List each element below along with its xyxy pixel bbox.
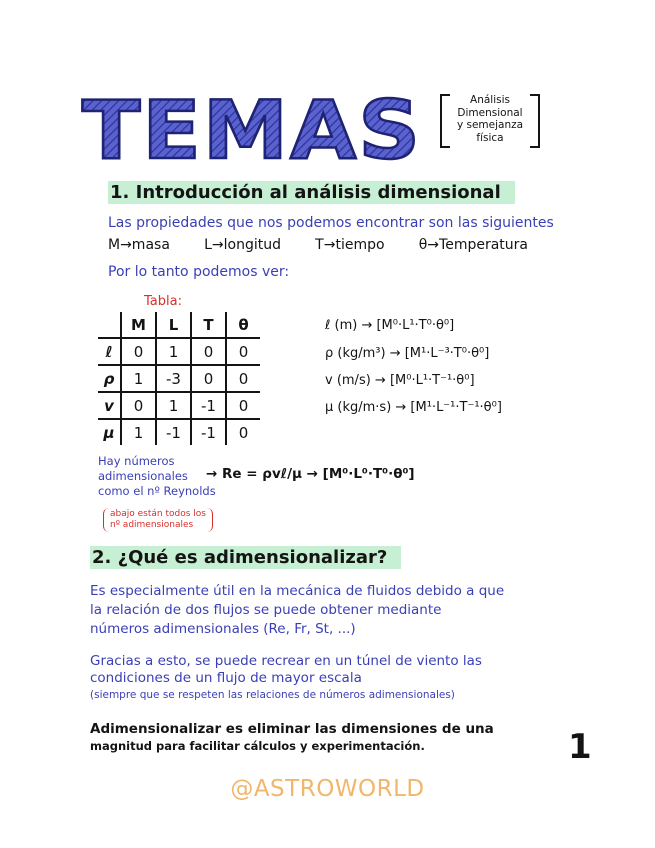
table-cell: v — [98, 392, 121, 419]
table-cell: 0 — [191, 365, 226, 392]
subtitle-line: y semejanza — [456, 119, 524, 131]
reynolds-footnote — [103, 508, 213, 532]
table-row — [98, 392, 260, 419]
paragraph-line: (siempre que se respeten las relaciones de números adimensionales) — [90, 689, 455, 701]
paragraph-line: Es especialmente útil en la mecánica de fluidos debido a que — [90, 583, 505, 599]
equation: μ (kg/m·s) → [M¹·L⁻¹·T⁻¹·θ⁰] — [325, 400, 502, 415]
table-row — [98, 338, 260, 365]
table-cell: 0 — [191, 338, 226, 365]
table-header-row — [98, 312, 260, 338]
paragraph-line: números adimensionales (Re, Fr, St, ...) — [90, 621, 356, 637]
bracket-right — [530, 94, 540, 148]
bracket-left — [440, 94, 450, 148]
section2-heading — [90, 547, 401, 568]
table-cell: 0 — [121, 392, 156, 419]
table-cell: 0 — [226, 338, 260, 365]
reynolds-note-line: Hay números — [98, 454, 175, 468]
page-title — [80, 96, 425, 164]
section2-paragraph-1 — [90, 582, 504, 639]
equation: ℓ (m) → [M⁰·L¹·T⁰·θ⁰] — [325, 318, 455, 333]
reynolds-equation: → Re = ρvℓ/μ → [M⁰·L⁰·T⁰·θ⁰] — [206, 466, 415, 482]
property-item: L→longitud — [204, 237, 281, 253]
table-header-cell: M — [121, 312, 156, 338]
reynolds-note-line: como el nº Reynolds — [98, 484, 216, 498]
section1-intro: Las propiedades que nos podemos encontrar son las siguientes — [108, 215, 554, 231]
table-cell: -3 — [156, 365, 191, 392]
table-cell: μ — [98, 419, 121, 445]
definition-line: Adimensionalizar es eliminar las dimensiones de una — [90, 721, 494, 737]
page-number: 1 — [568, 727, 592, 767]
table-cell: 0 — [226, 392, 260, 419]
table-cell: -1 — [191, 392, 226, 419]
section2-paragraph-2 — [90, 653, 482, 704]
paragraph-line: Gracias a esto, se puede recrear en un túnel de viento las — [90, 653, 482, 669]
definition-line: magnitud para facilitar cálculos y experimentación. — [90, 739, 425, 753]
table-cell: 1 — [156, 392, 191, 419]
table-row — [98, 365, 260, 392]
table-cell: -1 — [191, 419, 226, 445]
reynolds-note — [98, 454, 216, 499]
reynolds-note-line: adimensionales — [98, 469, 188, 483]
table-header-cell: L — [156, 312, 191, 338]
watermark: @ASTROWORLD — [230, 776, 425, 802]
table-header-cell — [98, 312, 121, 338]
footnote-line: abajo están todos los — [110, 509, 206, 519]
subtitle-line: Dimensional — [457, 106, 523, 119]
definition — [90, 721, 494, 755]
property-item: T→tiempo — [315, 237, 385, 253]
dimension-table — [98, 312, 260, 445]
table-cell: 1 — [156, 338, 191, 365]
table-header-cell: θ — [226, 312, 260, 338]
title-text: TEMAS — [82, 96, 422, 164]
property-item: θ→Temperatura — [418, 237, 528, 253]
table-cell: ℓ — [98, 338, 121, 365]
table-row — [98, 419, 260, 445]
table-cell: 0 — [238, 423, 249, 442]
equation: v (m/s) → [M⁰·L¹·T⁻¹·θ⁰] — [325, 373, 475, 388]
equation: ρ (kg/m³) → [M¹·L⁻³·T⁰·θ⁰] — [325, 346, 490, 361]
table-header-cell: T — [191, 312, 226, 338]
subtitle-line: física — [476, 131, 504, 144]
table-cell: 0 — [121, 338, 156, 365]
table-cell: 1 — [121, 365, 156, 392]
section1-heading — [108, 182, 515, 203]
paragraph-line: condiciones de un flujo de mayor escala — [90, 670, 362, 686]
table-title: Tabla: — [144, 294, 182, 309]
table-cell: ρ — [98, 365, 121, 392]
section1-heading-text: 1. Introducción al análisis dimensional — [108, 181, 515, 204]
subtitle-lines — [450, 94, 530, 144]
subtitle-box — [440, 92, 540, 148]
paragraph-line: la relación de dos flujos se puede obtener mediante — [90, 602, 442, 618]
properties-list — [108, 237, 528, 253]
section2-heading-text: 2. ¿Qué es adimensionalizar? — [90, 546, 401, 569]
footnote-line: nº adimensionales — [110, 520, 194, 530]
section1-conclusion: Por lo tanto podemos ver: — [108, 264, 290, 280]
subtitle-line: Análisis — [470, 94, 510, 106]
table-cell: 0 — [226, 365, 260, 392]
table-cell: -1 — [156, 419, 191, 445]
property-item: M→masa — [108, 237, 170, 253]
table-cell: 1 — [121, 419, 156, 445]
